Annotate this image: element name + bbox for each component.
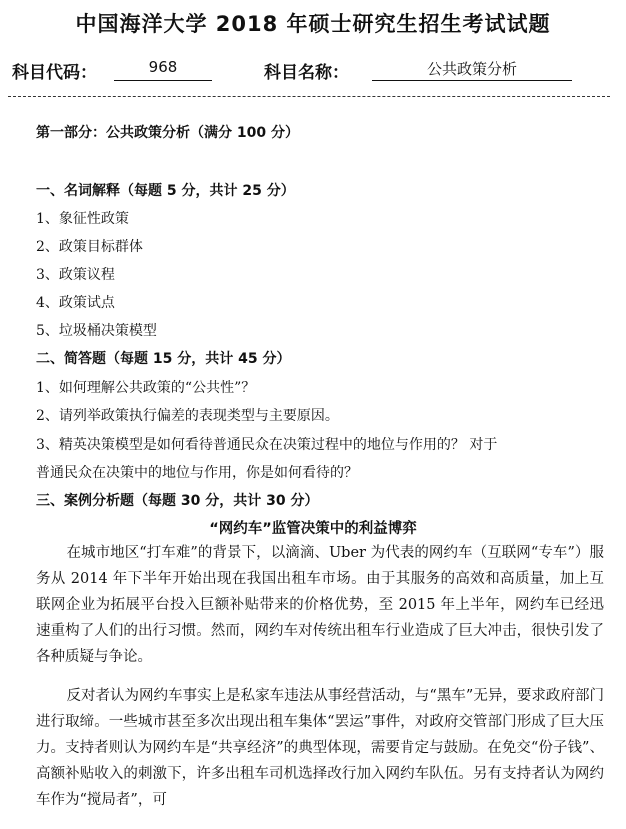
list-item: 普通民众在决策中的地位与作用，你是如何看待的？: [36, 465, 358, 481]
list-item: 1、象征性政策: [36, 211, 129, 227]
subject-name-value: 公共政策分析: [372, 58, 572, 81]
list-item: 2、请列举政策执行偏差的表现类型与主要原因。: [36, 408, 339, 424]
subject-name-label: 科目名称：: [264, 63, 349, 83]
section1-heading: 一、名词解释（每题 5 分，共计 25 分）: [36, 183, 295, 199]
section2-heading: 二、简答题（每题 15 分，共计 45 分）: [36, 351, 291, 367]
subject-code-label: 科目代码：: [12, 63, 97, 83]
subject-info-row: [12, 58, 612, 86]
section3-heading: 三、案例分析题（每题 30 分，共计 30 分）: [36, 493, 319, 509]
list-item: 2、政策目标群体: [36, 239, 143, 255]
case-paragraph: 反对者认为网约车事实上是私家车违法从事经营活动，与“黑车”无异，要求政府部门进行取缔。一些城市甚至多次出现出租车集体“罢运”事件，对政府交管部门形成了巨大压力。支持者则认为网约车是“共享经济”的典型体现，需要肯定与鼓励。在免交“份子钱”、高额补贴收入的刺激下，许多出租车司机选择改行加入网约车队伍。另有支持者认为网约车作为“搅局者”，可: [36, 688, 604, 808]
list-item: 5、垃圾桶决策模型: [36, 323, 157, 339]
case-title: “网约车”监管决策中的利益博弈: [209, 521, 417, 537]
list-item: 3、精英决策模型是如何看待普通民众在决策过程中的地位与作用的？ 对于: [36, 437, 498, 453]
list-item: 1、如何理解公共政策的“公共性”？: [36, 380, 256, 396]
list-item: 3、政策议程: [36, 267, 115, 283]
header-divider: [8, 96, 610, 97]
subject-code-value: 968: [114, 58, 212, 81]
case-paragraph: 在城市地区“打车难”的背景下，以滴滴、Uber 为代表的网约车（互联网“专车”）服务从 2014 年下半年开始出现在我国出租车市场。由于其服务的高效和高质量，加上互联网企业为拓展平台投入巨额补贴带来的价格优势，至 2015 年上半年，网约车已经迅速重构了人们的出行习惯。然而，网约车对传统出租车行业造成了巨大冲击，很快引发了各种质疑与争论。: [36, 545, 604, 665]
list-item: 4、政策试点: [36, 295, 115, 311]
exam-title: 中国海洋大学 2018 年硕士研究生招生考试试题: [75, 12, 551, 36]
part-heading: 第一部分：公共政策分析（满分 100 分）: [36, 125, 299, 141]
